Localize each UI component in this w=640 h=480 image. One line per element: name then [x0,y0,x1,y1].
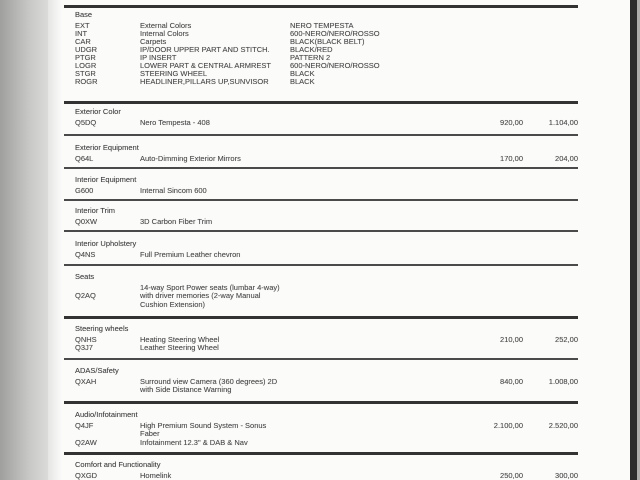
page-content [64,0,578,480]
option-code: Q5DQ [75,118,97,127]
section-divider [64,358,578,360]
section-divider [64,5,578,8]
option-code: Q4NS [75,250,96,259]
description-line: High Premium Sound System - Sonus [140,421,267,430]
description-line: Internal Sincom 600 [140,186,207,195]
price-column-1: 840,00 [500,377,523,386]
option-code: QNHS [75,335,97,344]
section-title: Interior Trim [75,206,116,215]
option-value: NERO TEMPESTA [290,21,354,30]
section-divider [64,316,578,319]
table-row [64,439,578,447]
table-row [64,344,578,352]
option-description [140,251,440,259]
table-row [64,78,578,86]
description-line: Auto-Dimming Exterior Mirrors [140,154,241,163]
section-divider [64,167,578,169]
price-column-2: 204,00 [555,154,578,163]
section-title: ADAS/Safety [75,366,119,375]
option-description [140,439,440,447]
section-interior-trim [64,207,578,226]
option-value: BLACK [290,77,315,87]
option-label: HEADLINER,PILLARS UP,SUNVISOR [140,77,269,87]
option-value: 600-NERO/NERO/ROSSO [290,29,380,39]
description-line: Surround view Camera (360 degrees) 2D [140,377,278,386]
table-row [64,119,578,127]
section-title: Exterior Color [75,107,121,116]
option-description [140,378,440,395]
section-adas-safety [64,367,578,395]
price-column-2: 2.520,00 [548,421,578,430]
description-line: Leather Steering Wheel [140,343,219,353]
section-divider [64,264,578,266]
section-steering-wheels [64,325,578,353]
section-rows [64,187,578,195]
option-code: ROGR [75,77,98,87]
option-label: LOWER PART & CENTRAL ARMREST [140,61,271,71]
section-title: Steering wheels [75,324,129,333]
option-label: IP/DOOR UPPER PART AND STITCH. [140,45,270,55]
option-code: Q0XW [75,217,98,226]
option-description [140,119,440,127]
section-title: Seats [75,272,95,281]
option-code: PTGR [75,53,96,63]
price-column-1: 250,00 [500,471,523,480]
description-line: Heating Steering Wheel [140,335,220,344]
section-audio-infotainment [64,411,578,447]
table-row [64,378,578,395]
description-line: Faber [140,429,160,439]
option-value: BLACK/RED [290,45,333,55]
option-value: BLACK(BLACK BELT) [290,37,365,47]
option-value: BLACK [290,69,315,79]
section-rows [64,22,578,86]
option-code: Q2AQ [75,291,96,301]
price-column-2: 300,00 [555,471,578,480]
option-label: STEERING WHEEL [140,69,208,79]
section-rows [64,119,578,127]
price-column-1: 170,00 [500,154,523,163]
description-line: Full Premium Leather chevron [140,250,241,259]
description-line: Cushion Extension) [140,299,206,309]
description-line: Infotainment 12.3" & DAB & Nav [140,437,248,447]
section-interior-upholstery [64,240,578,259]
table-row [64,155,578,163]
description-line: Nero Tempesta - 408 [140,118,210,127]
section-title: Base [75,10,93,19]
section-rows [64,251,578,259]
option-code: Q64L [75,154,94,163]
section-exterior-color [64,108,578,127]
option-description [140,155,440,163]
option-description [140,472,440,480]
option-code: Q4JF [75,421,94,430]
section-rows [64,155,578,163]
option-value: PATTERN 2 [290,53,331,63]
section-rows [64,422,578,447]
option-code: G600 [75,186,94,195]
section-base [64,11,578,86]
option-label: IP INSERT [140,53,177,63]
section-rows [64,336,578,353]
option-code: CAR [75,37,91,47]
description-line: Homelink [140,471,172,480]
section-rows [64,378,578,395]
table-row [64,422,578,439]
option-code: Q2AW [75,437,97,447]
description-line: with driver memories (2-way Manual [140,291,261,301]
section-rows [64,472,578,480]
option-code: LOGR [75,61,97,71]
option-label: Carpets [140,37,167,47]
section-interior-equipment [64,176,578,195]
section-comfort-and-functionality [64,461,578,480]
section-divider [64,401,578,404]
section-rows [64,218,578,226]
price-column-1: 2.100,00 [493,421,523,430]
option-code: STGR [75,69,96,79]
section-title: Interior Upholstery [75,239,137,248]
section-rows [64,284,578,309]
price-column-2: 1.104,00 [548,118,578,127]
section-divider [64,101,578,104]
section-title: Audio/Infotainment [75,410,138,419]
option-value: 600-NERO/NERO/ROSSO [290,61,380,71]
option-code: QXAH [75,377,97,386]
description-line: 3D Carbon Fiber Trim [140,217,213,226]
description-line: with Side Distance Warning [140,385,232,395]
option-code: UDGR [75,45,98,55]
table-row [64,251,578,259]
price-column-2: 1.008,00 [548,377,578,386]
section-divider [64,452,578,455]
option-code: EXT [75,21,90,30]
option-description [140,422,440,439]
option-code: INT [75,29,88,39]
table-row [64,284,578,309]
option-code: Q3J7 [75,343,93,353]
option-description [140,218,440,226]
description-line: 14-way Sport Power seats (lumbar 4-way) [140,283,280,292]
right-scan-border [630,0,637,480]
section-divider [64,134,578,136]
table-row [64,218,578,226]
section-title: Interior Equipment [75,175,137,184]
option-description [140,284,440,309]
option-description [140,187,440,195]
price-column-1: 920,00 [500,118,523,127]
section-exterior-equipment [64,144,578,163]
table-row [64,472,578,480]
section-title: Comfort and Functionality [75,460,161,469]
price-column-1: 210,00 [500,335,523,344]
section-divider [64,230,578,232]
section-title: Exterior Equipment [75,143,139,152]
section-divider [64,199,578,201]
option-label: Internal Colors [140,29,189,39]
price-column-2: 252,00 [555,335,578,344]
option-code: QXGD [75,471,98,480]
option-label: External Colors [140,21,192,30]
section-seats [64,273,578,309]
option-description [140,344,440,352]
table-row [64,187,578,195]
